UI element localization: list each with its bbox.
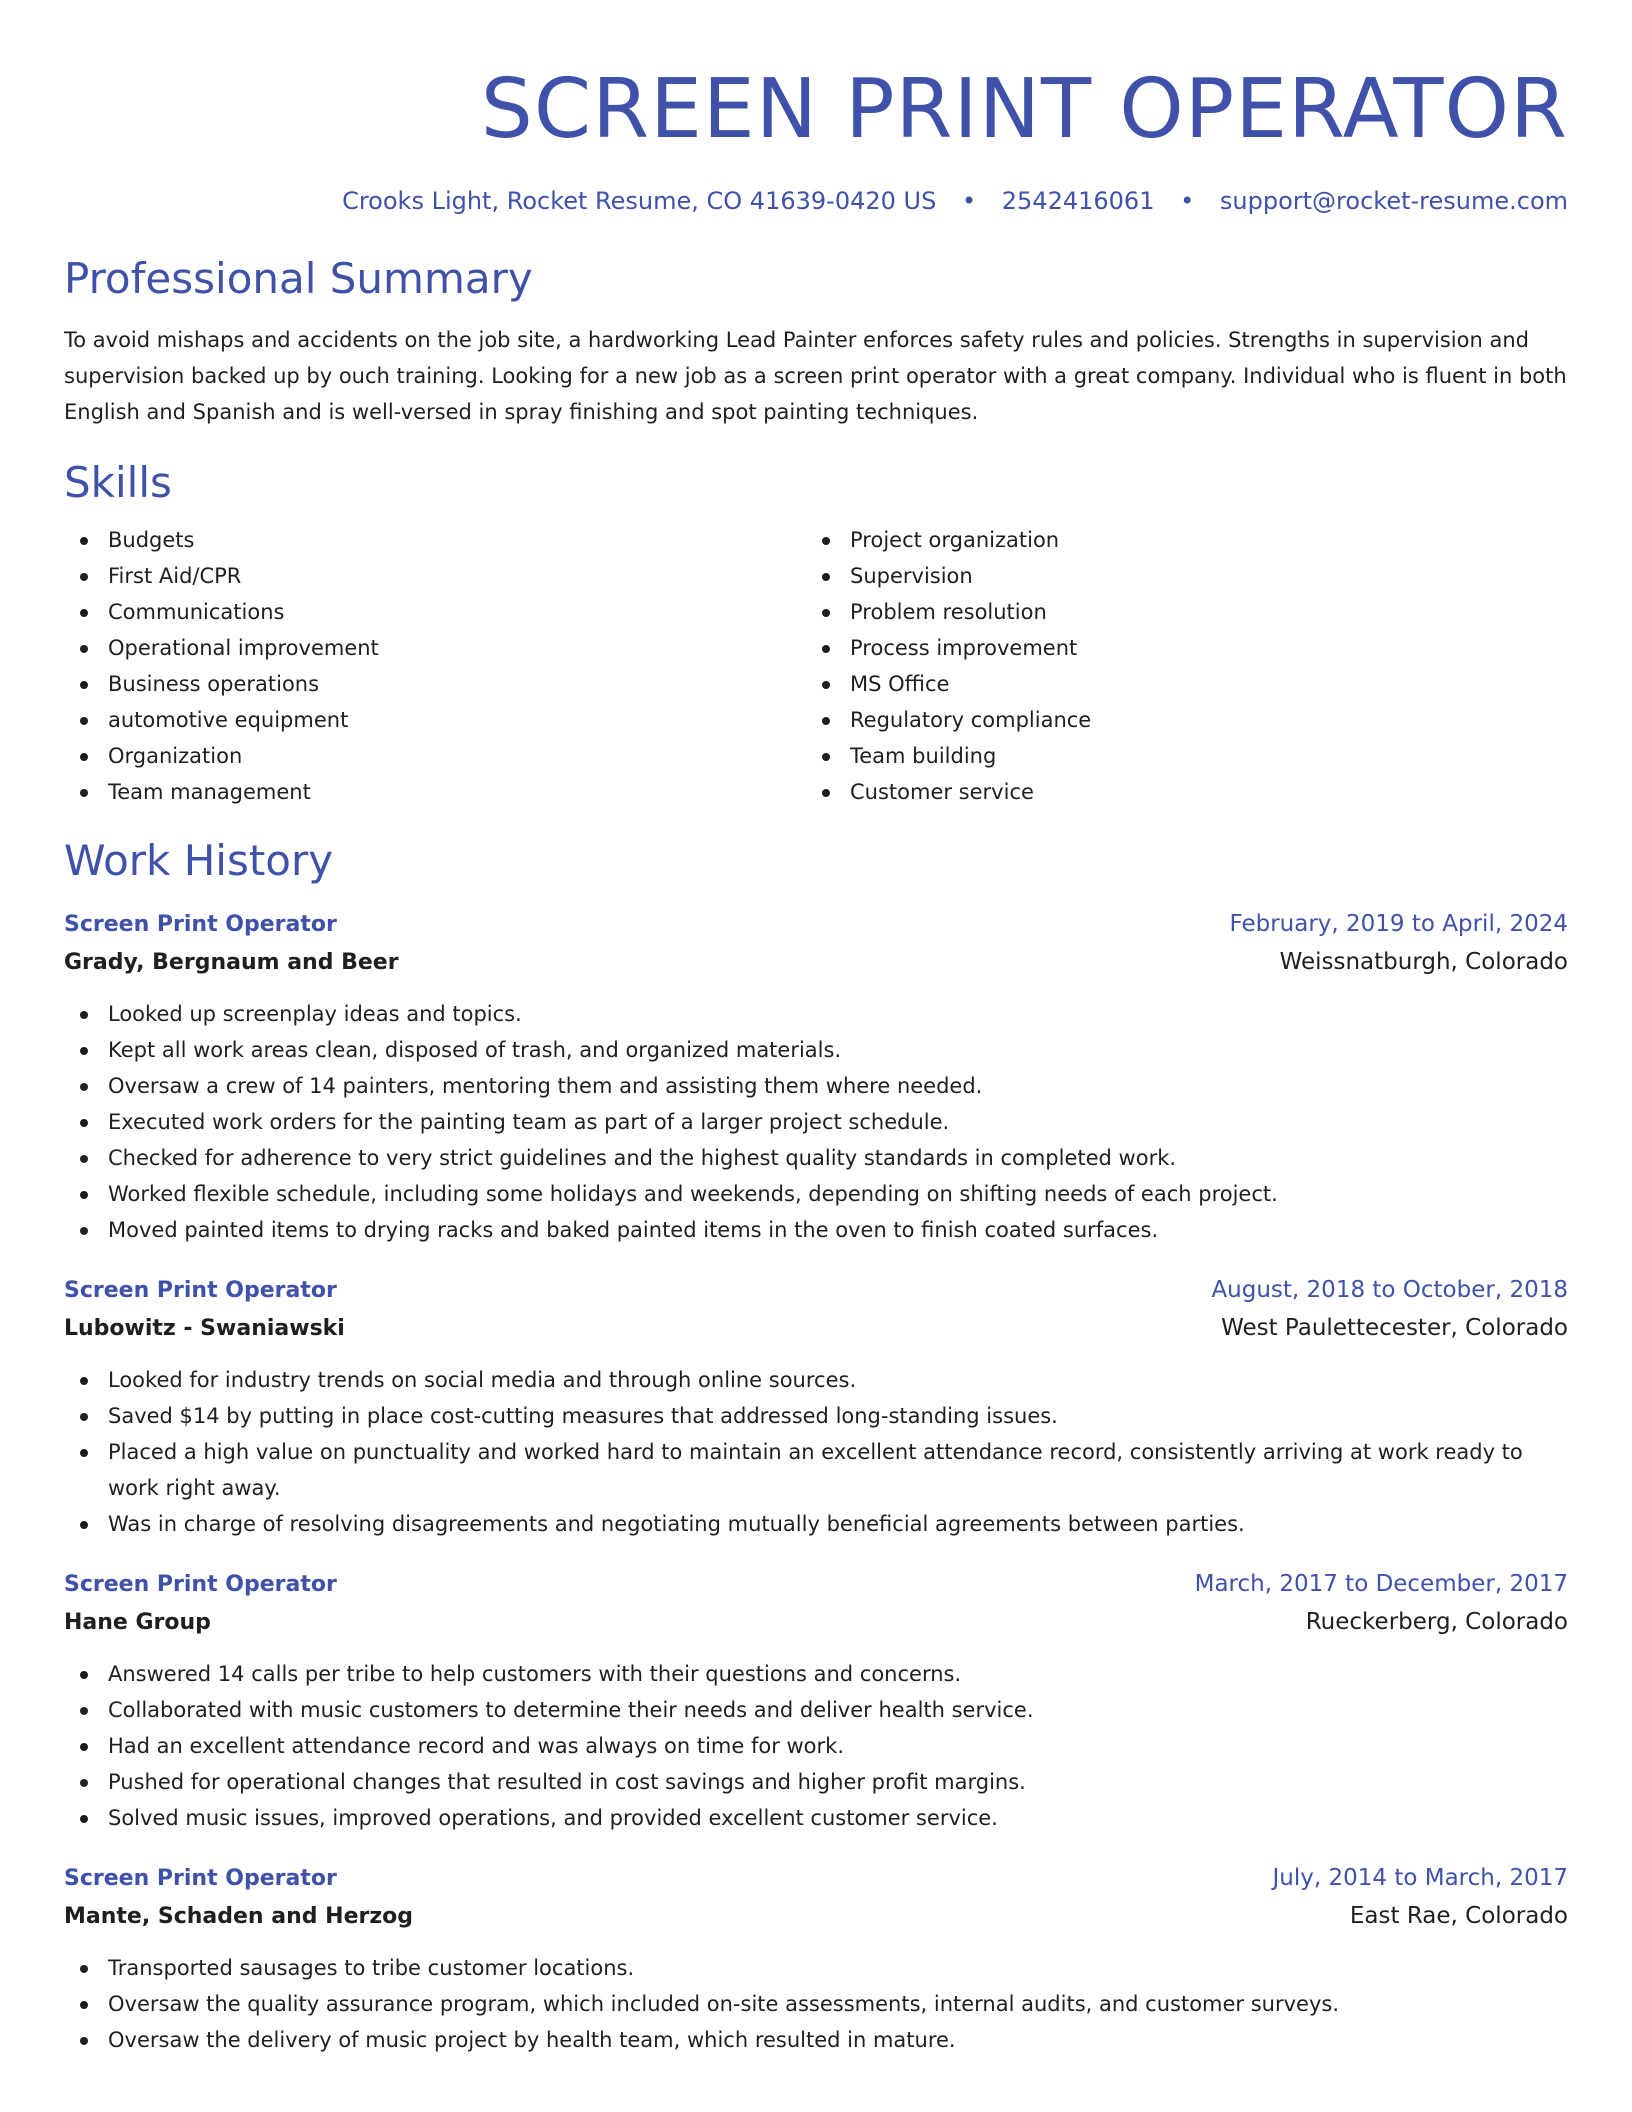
skill-item: Problem resolution — [806, 594, 1548, 630]
job-duties — [64, 1950, 1568, 2058]
job-duties — [64, 1656, 1568, 1836]
job-title: Screen Print Operator — [64, 1866, 337, 1891]
job-duty: Transported sausages to tribe customer locations. — [64, 1950, 1568, 1986]
job-entry — [64, 1566, 1568, 1836]
job-company: Hane Group — [64, 1610, 211, 1635]
skill-item: MS Office — [806, 666, 1548, 702]
job-header-row — [64, 1566, 1568, 1603]
job-duty: Pushed for operational changes that resulted in cost savings and higher profit margins. — [64, 1764, 1568, 1800]
job-duty: Looked for industry trends on social media and through online sources. — [64, 1362, 1568, 1398]
skill-item: automotive equipment — [64, 702, 806, 738]
job-dates: August, 2018 to October, 2018 — [1211, 1277, 1568, 1303]
job-company: Mante, Schaden and Herzog — [64, 1904, 414, 1929]
skill-item: First Aid/CPR — [64, 558, 806, 594]
resume-name: SCREEN PRINT OPERATOR — [480, 62, 1568, 157]
contact-line — [64, 186, 1568, 216]
job-duty: Executed work orders for the painting team as part of a larger project schedule. — [64, 1104, 1568, 1140]
job-duty: Placed a high value on punctuality and worked hard to maintain an excellent attendance record, consistently arriving at work ready to work right away. — [64, 1434, 1568, 1506]
job-duty: Worked flexible schedule, including some holidays and weekends, depending on shifting needs of each project. — [64, 1176, 1568, 1212]
job-dates: February, 2019 to April, 2024 — [1229, 911, 1568, 937]
summary-heading: Professional Summary — [64, 254, 533, 303]
summary-text: To avoid mishaps and accidents on the job site, a hardworking Lead Painter enforces safety rules and policies. Strengths in supervision and supervision backed up by ouch training. Looking for a new job as a screen print operator with a great company. Individual who is fluent in both English and Spanish and is well-versed in spray finishing and spot painting techniques. — [64, 328, 1567, 424]
job-entry — [64, 1860, 1568, 2058]
skills-heading: Skills — [64, 458, 172, 507]
job-duties — [64, 1362, 1568, 1542]
skill-item: Supervision — [806, 558, 1548, 594]
job-duty: Saved $14 by putting in place cost-cutting measures that addressed long-standing issues. — [64, 1398, 1568, 1434]
job-duty: Oversaw the quality assurance program, which included on-site assessments, internal audits, and customer surveys. — [64, 1986, 1568, 2022]
skill-item: Operational improvement — [64, 630, 806, 666]
contact-separator: • — [961, 187, 977, 215]
job-location: Rueckerberg, Colorado — [1305, 1609, 1568, 1635]
job-duty: Collaborated with music customers to determine their needs and deliver health service. — [64, 1692, 1568, 1728]
job-company-row — [64, 1897, 1568, 1936]
job-duty: Moved painted items to drying racks and baked painted items in the oven to finish coated surfaces. — [64, 1212, 1568, 1248]
skills-column-left — [64, 522, 806, 810]
job-entry — [64, 1272, 1568, 1542]
job-company: Lubowitz - Swaniawski — [64, 1316, 345, 1341]
job-title: Screen Print Operator — [64, 912, 337, 937]
job-location: West Paulettecester, Colorado — [1221, 1315, 1568, 1341]
contact-address: Crooks Light, Rocket Resume, CO 41639-0420 US — [342, 187, 937, 215]
job-entry — [64, 906, 1568, 1248]
job-duty: Had an excellent attendance record and was always on time for work. — [64, 1728, 1568, 1764]
job-duties — [64, 996, 1568, 1248]
skill-item: Business operations — [64, 666, 806, 702]
job-location: East Rae, Colorado — [1349, 1903, 1568, 1929]
skill-item: Regulatory compliance — [806, 702, 1548, 738]
job-company-row — [64, 1603, 1568, 1642]
job-title: Screen Print Operator — [64, 1572, 337, 1597]
job-duty: Looked up screenplay ideas and topics. — [64, 996, 1568, 1032]
job-location: Weissnatburgh, Colorado — [1279, 949, 1568, 975]
skill-item: Customer service — [806, 774, 1548, 810]
skill-item: Project organization — [806, 522, 1548, 558]
skill-item: Communications — [64, 594, 806, 630]
skills-grid — [64, 522, 1568, 810]
job-header-row — [64, 1860, 1568, 1897]
job-header-row — [64, 906, 1568, 943]
job-duty: Oversaw the delivery of music project by health team, which resulted in mature. — [64, 2022, 1568, 2058]
skill-item: Budgets — [64, 522, 806, 558]
contact-email[interactable]: support@rocket-resume.com — [1219, 187, 1568, 215]
work-history-heading: Work History — [64, 836, 334, 885]
skill-item: Team building — [806, 738, 1548, 774]
job-duty: Was in charge of resolving disagreements and negotiating mutually beneficial agreements between parties. — [64, 1506, 1568, 1542]
job-duty: Solved music issues, improved operations, and provided excellent customer service. — [64, 1800, 1568, 1836]
job-header-row — [64, 1272, 1568, 1309]
skill-item: Team management — [64, 774, 806, 810]
job-company: Grady, Bergnaum and Beer — [64, 950, 399, 975]
job-title: Screen Print Operator — [64, 1278, 337, 1303]
job-duty: Oversaw a crew of 14 painters, mentoring them and assisting them where needed. — [64, 1068, 1568, 1104]
job-company-row — [64, 1309, 1568, 1348]
contact-separator: • — [1180, 187, 1195, 215]
job-duty: Kept all work areas clean, disposed of trash, and organized materials. — [64, 1032, 1568, 1068]
job-company-row — [64, 943, 1568, 982]
skill-item: Organization — [64, 738, 806, 774]
contact-phone: 2542416061 — [1001, 187, 1155, 215]
job-duty: Checked for adherence to very strict guidelines and the highest quality standards in completed work. — [64, 1140, 1568, 1176]
skills-column-right — [806, 522, 1548, 810]
job-dates: March, 2017 to December, 2017 — [1194, 1571, 1568, 1597]
job-duty: Answered 14 calls per tribe to help customers with their questions and concerns. — [64, 1656, 1568, 1692]
skill-item: Process improvement — [806, 630, 1548, 666]
job-dates: July, 2014 to March, 2017 — [1272, 1865, 1568, 1891]
